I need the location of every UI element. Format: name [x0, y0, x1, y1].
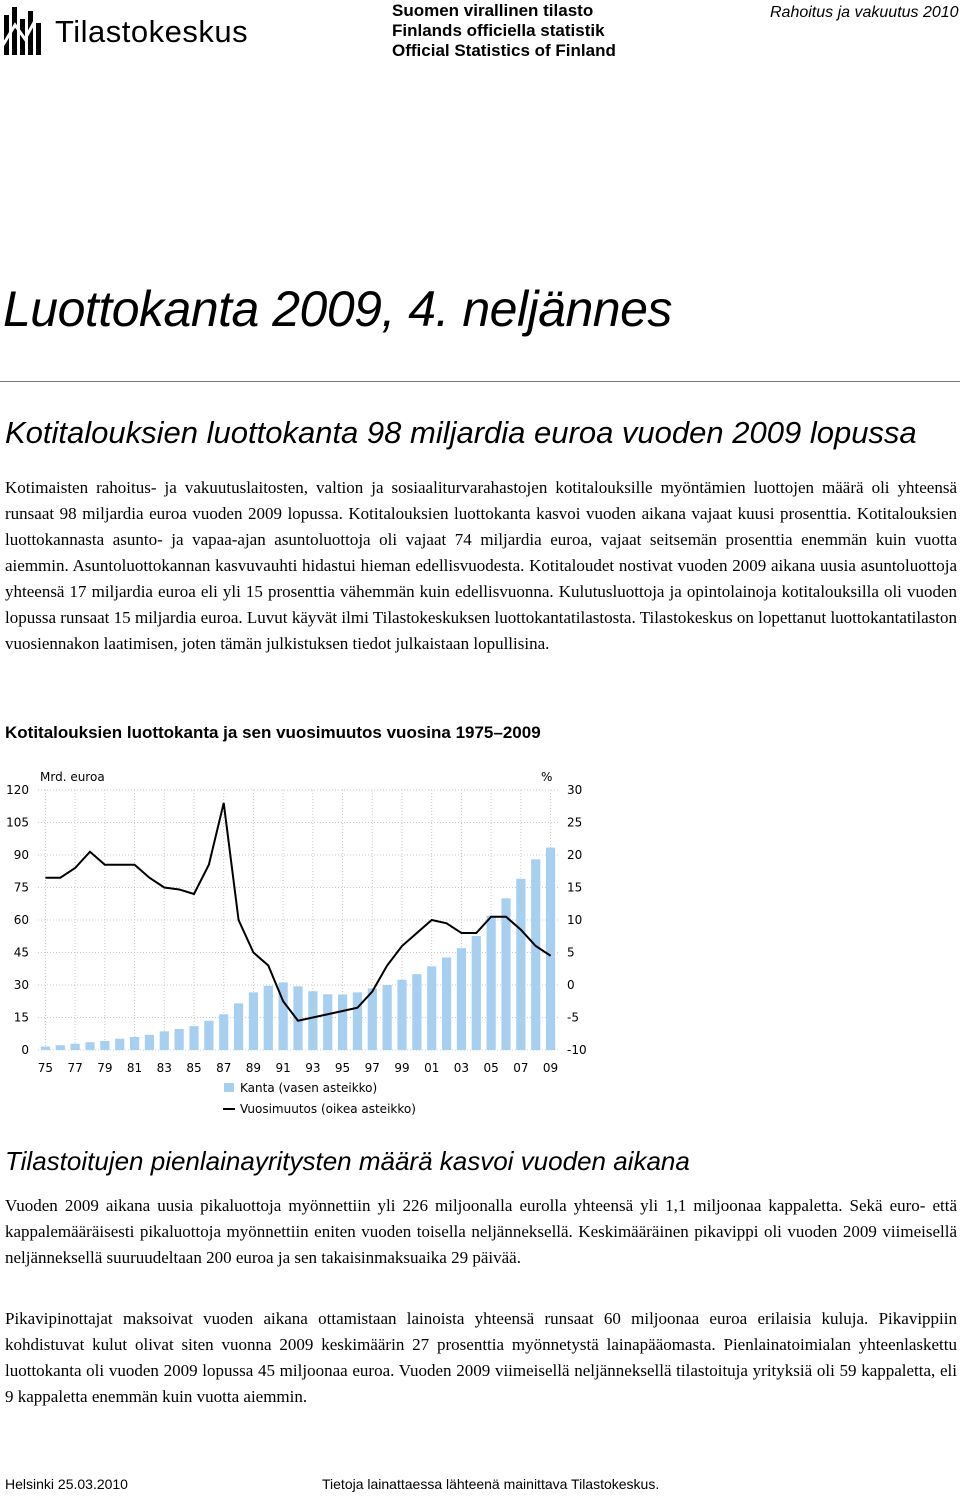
series-label: Rahoitus ja vakuutus 2010: [770, 4, 959, 21]
page-title: Luottokanta 2009, 4. neljännes: [3, 281, 672, 337]
bar: [249, 992, 258, 1050]
x-tick-label: 97: [364, 1061, 380, 1075]
section2-paragraph-1: Vuoden 2009 aikana uusia pikaluottoja myönnettiin yli 226 miljoonalla eurolla yhteensä yli 1,1 miljoonaa kappaletta. Sekä euro- että kappalemääräisesti pikaluottoja myönnettiin eniten vuoden toisella neljänneksellä. Keskimääräinen pikavippi oli vuoden 2009 viimeisellä neljänneksellä suuruudeltaan 200 euroa ja sen takaisinmaksuaika 29 päivää.: [5, 1196, 957, 1267]
official-statistics-label: [392, 1, 616, 61]
logo-text: Tilastokeskus: [55, 14, 249, 49]
bar: [323, 994, 332, 1050]
section1-paragraph: Kotimaisten rahoitus- ja vakuutuslaitosten, valtion ja sosiaaliturvarahastojen kotitalouksille myöntämien luottojen määrä oli yhteensä runsaat 98 miljardia euroa vuoden 2009 lopussa. Kotitalouksien luottokanta kasvoi vuoden aikana vajaat kuusi prosenttia. Kotitalouksien luottokannasta asunto- ja vapaa-ajan asuntoluottoja oli vajaat 74 miljardia euroa, vajaat seitsemän prosenttia enemmän kuin vuotta aiemmin. Asuntoluottokannan kasvuvauhti hidastui hieman edellisvuodesta. Kotitaloudet nostivat vuoden 2009 aikana uusia asuntoluottoja yhteensä 17 miljardia euroa eli yli 15 prosenttia vähemmän kuin edellisvuonna. Kulutusluottoja ja opintolainoja kotitalouksilla oli vuoden lopussa runsaat 15 miljardia euroa. Luvut käyvät ilmi Tilastokeskuksen luottokantatilastosta. Tilastokeskus on lopettanut luottokantatilaston vuosiennakon laatimisen, joten tämän julkistuksen tiedot julkaistaan lopullisina.: [5, 478, 957, 653]
footer-date: Helsinki 25.03.2010: [5, 1476, 128, 1492]
y-right-tick-label: 30: [567, 783, 583, 797]
legend-line-label: Vuosimuutos (oikea asteikko): [240, 1102, 416, 1116]
tilastokeskus-logo-icon: [3, 5, 49, 55]
bar: [71, 1044, 80, 1050]
bar: [160, 1031, 169, 1050]
bar: [145, 1035, 154, 1050]
y-right-tick-label: 20: [567, 848, 583, 862]
bar: [516, 879, 525, 1050]
y-left-tick-label: 45: [13, 945, 29, 960]
bar: [100, 1041, 109, 1050]
bar: [487, 916, 496, 1050]
section2-heading: Tilastoitujen pienlainayritysten määrä kasvoi vuoden aikana: [5, 1146, 690, 1176]
bar: [546, 848, 555, 1050]
official-line-sv: Finlands officiella statistik: [392, 21, 605, 40]
x-tick-label: 99: [394, 1061, 410, 1075]
footer-citation: Tietoja lainattaessa lähteenä mainittava Tilastokeskus.: [322, 1476, 660, 1492]
bar: [442, 957, 451, 1050]
bar: [412, 974, 421, 1050]
x-tick-label: 83: [156, 1061, 172, 1075]
x-tick-label: 75: [37, 1061, 54, 1075]
y-right-tick-label: 0: [567, 978, 575, 992]
y-right-tick-label: -10: [567, 1043, 587, 1057]
bar: [56, 1045, 65, 1050]
y-left-tick-label: 120: [6, 783, 29, 797]
x-tick-label: 05: [483, 1061, 499, 1075]
y-right-tick-label: 5: [567, 945, 575, 960]
x-tick-label: 93: [305, 1061, 321, 1075]
legend-bar-swatch: [224, 1083, 234, 1092]
y-left-tick-label: 60: [13, 913, 29, 927]
y-right-tick-label: 25: [567, 815, 583, 830]
bar: [175, 1029, 184, 1050]
bar: [457, 948, 466, 1050]
y-left-tick-label: 75: [13, 880, 29, 895]
y-left-tick-label: 0: [21, 1043, 29, 1057]
bar: [264, 986, 273, 1050]
bar: [368, 988, 377, 1050]
x-tick-label: 07: [513, 1061, 529, 1075]
bar: [234, 1003, 243, 1050]
bar: [115, 1039, 124, 1050]
y-left-tick-label: 15: [13, 1010, 29, 1025]
bar: [501, 898, 510, 1050]
left-axis-label: Mrd. euroa: [40, 770, 105, 784]
x-tick-label: 81: [126, 1061, 143, 1075]
x-tick-label: 91: [275, 1061, 291, 1075]
bar: [427, 966, 436, 1050]
y-right-tick-label: 10: [567, 913, 583, 927]
y-left-tick-label: 90: [13, 848, 29, 862]
legend-bar-label: Kanta (vasen asteikko): [240, 1081, 378, 1095]
x-tick-label: 03: [453, 1061, 470, 1075]
x-tick-label: 79: [97, 1061, 113, 1075]
bar: [85, 1042, 94, 1050]
y-right-tick-label: -5: [567, 1010, 579, 1025]
bar: [338, 995, 347, 1050]
y-left-tick-label: 105: [6, 815, 29, 830]
divider: [0, 381, 960, 382]
x-tick-label: 09: [542, 1061, 559, 1075]
bar: [204, 1021, 213, 1050]
credit-stock-chart: [0, 760, 595, 1125]
bar: [308, 991, 317, 1050]
x-tick-label: 89: [245, 1061, 262, 1075]
bar: [41, 1047, 50, 1050]
chart-title: Kotitalouksien luottokanta ja sen vuosimuutos vuosina 1975–2009: [5, 723, 541, 742]
x-tick-label: 95: [334, 1061, 351, 1075]
x-tick-label: 85: [186, 1061, 202, 1075]
official-line-fi: Suomen virallinen tilasto: [392, 1, 594, 20]
official-line-en: Official Statistics of Finland: [392, 41, 616, 60]
bar: [130, 1037, 139, 1050]
bar: [189, 1026, 198, 1050]
right-axis-label: %: [541, 770, 553, 784]
section2-paragraph-2: Pikavipinottajat maksoivat vuoden aikana ottamistaan lainoista yhteensä runsaat 60 miljoonaa euroa erilaisia kuluja. Pikavippiin kohdistuvat kulut olivat siten vuonna 2009 keskimäärin 27 prosenttia myönnetystä lainapääomasta. Pienlainatoimialan yhteenlaskettu luottokanta oli vuoden 2009 lopussa 45 miljoonaa euroa. Vuoden 2009 viimeisellä neljänneksellä tilastoituja yrityksiä oli 59 kappaletta, eli 9 kappaletta enemmän kuin vuotta aiemmin.: [5, 1309, 957, 1406]
y-right-tick-label: 15: [567, 880, 583, 895]
x-tick-label: 87: [216, 1061, 232, 1075]
bar: [472, 936, 481, 1050]
bar: [531, 859, 540, 1050]
bar: [397, 980, 406, 1050]
bar: [353, 992, 362, 1050]
x-tick-label: 77: [67, 1061, 83, 1075]
bar: [383, 985, 392, 1050]
y-left-tick-label: 30: [13, 978, 29, 992]
section1-heading: Kotitalouksien luottokanta 98 miljardia euroa vuoden 2009 lopussa: [5, 415, 917, 450]
x-tick-label: 01: [424, 1061, 440, 1075]
bar: [219, 1014, 228, 1050]
